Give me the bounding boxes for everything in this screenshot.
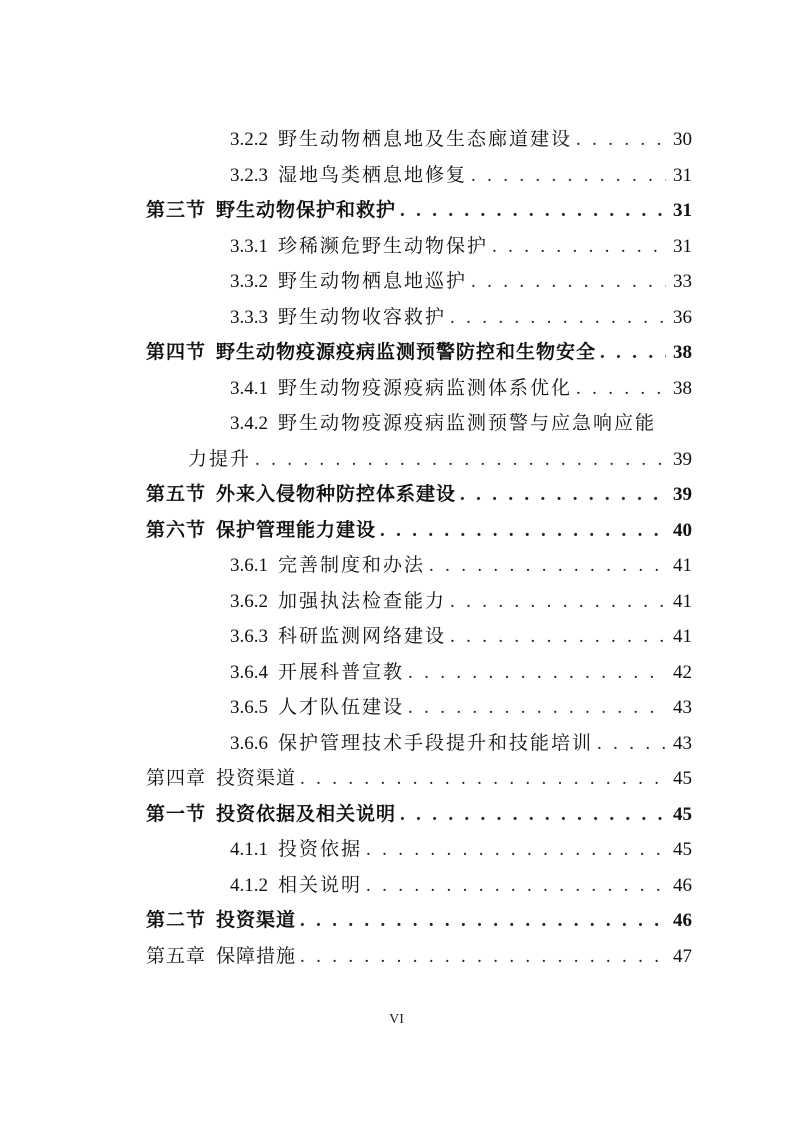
toc-entry-number: 3.3.2	[230, 271, 268, 292]
toc-entry-page: 39	[673, 484, 692, 505]
toc-entry-title: 保障措施	[216, 944, 297, 967]
toc-entry-title: 野生动物疫源疫病监测预警防控和生物安全	[216, 341, 597, 363]
dot-leader	[492, 229, 666, 265]
toc-entry-title: 野生动物疫源疫病监测预警与应急响应能	[278, 412, 657, 434]
dot-leader	[450, 619, 666, 655]
toc-entry-page: 36	[673, 306, 692, 328]
dot-leader	[576, 371, 666, 407]
toc-entry-number: 4.1.1	[230, 839, 268, 860]
toc-entry-page: 46	[673, 910, 692, 931]
toc-entry-title: 保护管理能力建设	[216, 518, 377, 541]
toc-entry-label: 第五章	[146, 944, 207, 967]
toc-entry[interactable]	[146, 619, 692, 655]
toc-entry[interactable]	[146, 193, 692, 229]
toc-entry-number: 3.3.3	[230, 306, 268, 328]
toc-entry-number: 3.3.1	[230, 235, 268, 257]
toc-entry-page: 31	[673, 164, 692, 186]
dot-leader	[408, 690, 666, 726]
dot-leader	[576, 122, 666, 158]
toc-entry-page: 39	[673, 448, 692, 470]
dot-leader	[450, 300, 666, 336]
dot-leader	[255, 442, 666, 478]
toc-entry-number: 3.2.3	[230, 164, 268, 186]
dot-leader	[600, 335, 666, 371]
toc-entry[interactable]	[146, 513, 692, 549]
dot-leader	[300, 903, 666, 939]
toc-entry[interactable]	[146, 442, 692, 478]
dot-leader	[366, 832, 666, 868]
toc-entry[interactable]	[146, 158, 692, 194]
toc-entry-label: 第三节	[146, 199, 207, 221]
dot-leader	[460, 477, 666, 513]
toc-entry[interactable]	[146, 335, 692, 371]
toc-entry-title: 珍稀濒危野生动物保护	[278, 234, 489, 257]
toc-entry-number: 3.6.3	[230, 626, 268, 647]
toc-entry-title: 相关说明	[278, 873, 363, 896]
toc-entry[interactable]	[146, 406, 692, 442]
toc-entry-title: 野生动物栖息地及生态廊道建设	[278, 128, 573, 150]
toc-entry-label: 第六节	[146, 518, 207, 541]
toc-entry-page: 43	[673, 697, 692, 718]
toc-entry-label: 第四节	[146, 341, 207, 363]
toc-entry-title: 野生动物疫源疫病监测体系优化	[278, 376, 573, 399]
toc-entry[interactable]	[146, 797, 692, 833]
toc-entry[interactable]	[146, 477, 692, 513]
dot-leader	[429, 548, 666, 584]
toc-entry-title: 投资渠道	[216, 909, 297, 931]
toc-entry[interactable]	[146, 229, 692, 265]
toc-entry-page: 41	[673, 590, 692, 612]
toc-entry-page: 47	[673, 945, 692, 967]
toc-entry-title: 加强执法检查能力	[278, 589, 447, 612]
toc-entry-page: 30	[673, 129, 692, 150]
toc-entry-title: 湿地鸟类栖息地修复	[278, 163, 468, 186]
dot-leader	[471, 264, 666, 300]
toc-entry-number: 4.1.2	[230, 874, 268, 896]
toc-entry-page: 41	[673, 626, 692, 647]
toc-entry-page: 38	[673, 342, 692, 363]
dot-leader	[400, 193, 666, 229]
toc-entry-number: 3.6.1	[230, 555, 268, 576]
toc-entry[interactable]	[146, 690, 692, 726]
toc-entry-title: 力提升	[188, 447, 252, 470]
dot-leader	[471, 158, 666, 194]
toc-entry-page: 42	[673, 661, 692, 683]
toc-entry-number: 3.6.5	[230, 697, 268, 718]
dot-leader	[366, 868, 666, 904]
toc-entry-label: 第四章	[146, 767, 207, 789]
dot-leader	[380, 513, 666, 549]
dot-leader	[400, 797, 666, 833]
toc-entry[interactable]	[146, 300, 692, 336]
toc-entry-label: 第二节	[146, 909, 207, 931]
dot-leader	[450, 584, 666, 620]
toc-entry-label: 第一节	[146, 802, 207, 825]
toc-entry[interactable]	[146, 868, 692, 904]
page-number: VI	[389, 1012, 404, 1027]
toc-entry[interactable]	[146, 832, 692, 868]
toc-entry-number: 3.4.2	[230, 413, 268, 434]
dot-leader	[408, 655, 666, 691]
toc-entry-page: 31	[673, 200, 692, 221]
toc-entry[interactable]	[146, 584, 692, 620]
toc-entry-title: 开展科普宣教	[278, 660, 405, 683]
toc-entry-number: 3.6.6	[230, 732, 268, 754]
toc-entry[interactable]	[146, 655, 692, 691]
toc-entry-number: 3.4.1	[230, 377, 268, 399]
toc-entry[interactable]	[146, 122, 692, 158]
toc-entry-title: 投资渠道	[216, 767, 297, 789]
toc-entry-page: 46	[673, 874, 692, 896]
toc-entry-title: 野生动物收容救护	[278, 305, 447, 328]
toc-entry-title: 投资依据	[278, 838, 363, 860]
toc-entry-page: 45	[673, 803, 692, 825]
toc-entry[interactable]	[146, 371, 692, 407]
toc-entry-page: 31	[673, 235, 692, 257]
toc-entry-page: 45	[673, 768, 692, 789]
toc-entry-label: 第五节	[146, 483, 207, 505]
table-of-contents	[146, 122, 692, 974]
toc-entry-title: 野生动物栖息地巡护	[278, 270, 468, 292]
toc-entry-page: 40	[673, 519, 692, 541]
toc-entry-title: 外来入侵物种防控体系建设	[216, 483, 457, 505]
toc-entry[interactable]	[146, 903, 692, 939]
toc-entry-number: 3.6.4	[230, 661, 268, 683]
toc-entry-number: 3.6.2	[230, 590, 268, 612]
toc-entry-page: 43	[673, 732, 692, 754]
toc-entry[interactable]	[146, 761, 692, 797]
toc-entry-page: 38	[673, 377, 692, 399]
toc-entry[interactable]	[146, 726, 692, 762]
dot-leader	[300, 939, 666, 975]
toc-entry-title: 保护管理技术手段提升和技能培训	[278, 731, 594, 754]
toc-entry-page: 41	[673, 555, 692, 576]
toc-entry-title: 投资依据及相关说明	[216, 802, 397, 825]
dot-leader	[597, 726, 666, 762]
toc-entry-title: 科研监测网络建设	[278, 625, 447, 647]
dot-leader	[300, 761, 666, 797]
toc-entry-title: 完善制度和办法	[278, 554, 426, 576]
toc-entry[interactable]	[146, 939, 692, 975]
toc-entry-title: 野生动物保护和救护	[216, 199, 397, 221]
toc-entry-number: 3.2.2	[230, 129, 268, 150]
toc-entry[interactable]	[146, 264, 692, 300]
toc-entry-page: 33	[673, 271, 692, 292]
toc-entry-title: 人才队伍建设	[278, 696, 405, 718]
toc-entry-page: 45	[673, 839, 692, 860]
toc-entry[interactable]	[146, 548, 692, 584]
